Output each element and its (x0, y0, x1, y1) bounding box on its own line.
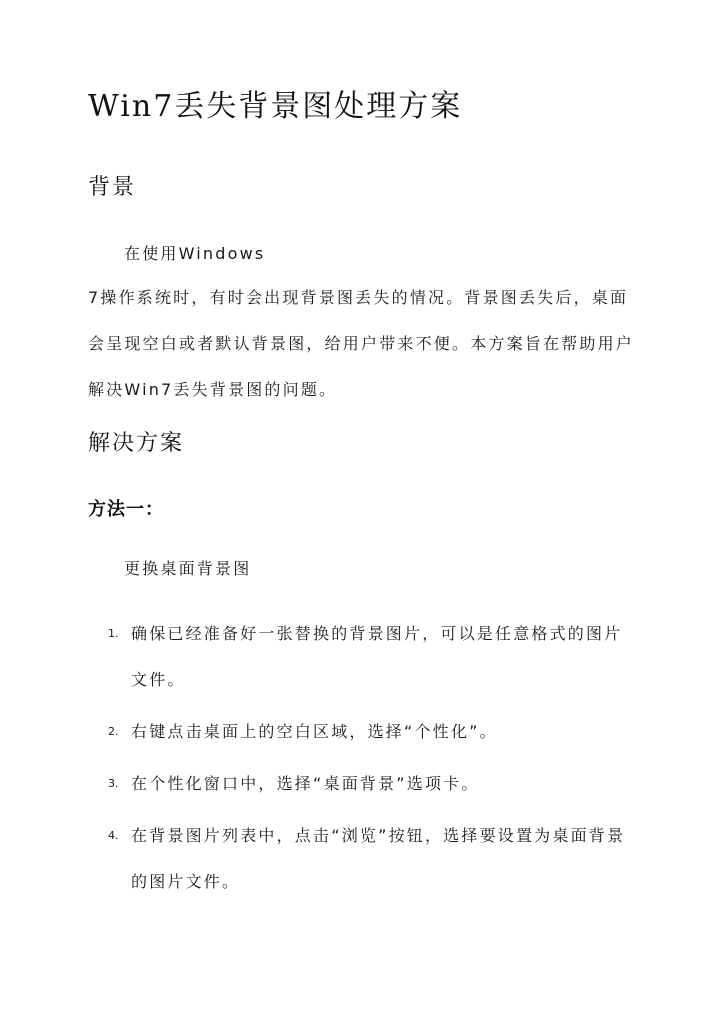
list-item (88, 813, 636, 905)
method1-intro: 更换桌面背景图 (124, 559, 252, 578)
section-heading-background: 背景 (88, 175, 137, 200)
list-item-number: 3. (108, 777, 119, 790)
list-item-number: 4. (108, 829, 119, 842)
list-item-text: 右键点击桌面上的空白区域，选择“个性化”。 (131, 722, 498, 741)
list-item-text: 确保已经准备好一张替换的背景图片，可以是任意格式的图片文件。 (131, 624, 623, 689)
section-heading-solution: 解决方案 (88, 431, 185, 456)
list-item (88, 611, 636, 703)
list-item (88, 761, 636, 807)
list-item-text: 在个性化窗口中，选择“桌面背景”选项卡。 (131, 774, 480, 793)
list-item-text: 在背景图片列表中，点击“浏览”按钮，选择要设置为桌面背景的图片文件。 (131, 826, 626, 891)
method1-steps-list (88, 611, 636, 911)
document-title: Win7丢失背景图处理方案 (88, 89, 463, 124)
list-item-number: 1. (108, 627, 119, 640)
background-paragraph-body: 7操作系统时，有时会出现背景图丢失的情况。背景图丢失后，桌面会呈现空白或者默认背景图，给用户带来不便。本方案旨在帮助用户解决Win7丢失背景图的问题。 (88, 288, 635, 399)
background-paragraph-first-line: 在使用Windows (124, 244, 266, 263)
list-item-number: 2. (108, 725, 119, 738)
method1-heading: 方法一： (88, 499, 164, 520)
list-item (88, 709, 636, 755)
